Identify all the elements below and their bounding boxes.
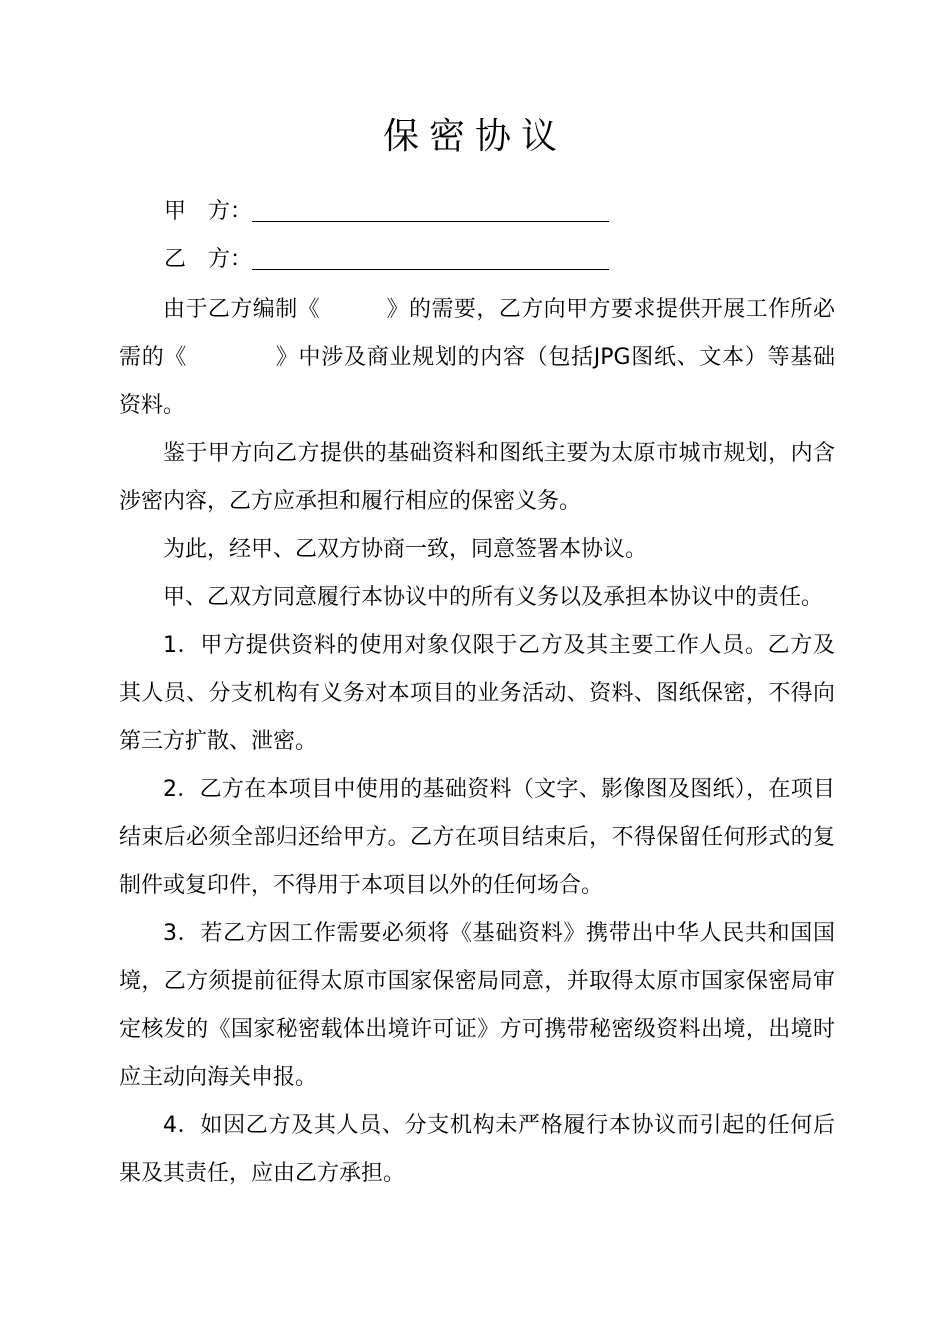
clause-1: 1．甲方提供资料的使用对象仅限于乙方及其主要工作人员。乙方及其人员、分支机构有义务对本项目的业务活动、资料、图纸保密，不得向第三方扩散、泄密。 bbox=[119, 633, 835, 754]
purpose-text-3: 》中涉及商业规划的内容（包括JPG图纸、文本）等基础资料。 bbox=[119, 345, 835, 418]
document-title: 保密协议 bbox=[382, 116, 567, 157]
paragraph-purpose bbox=[119, 286, 835, 430]
paragraph-agreement-consent: 为此，经甲、乙双方协商一致，同意签署本协议。 bbox=[163, 537, 648, 562]
purpose-text-1: 由于乙方编制《 bbox=[163, 297, 321, 322]
paragraph-confidentiality-basis: 鉴于甲方向乙方提供的基础资料和图纸主要为太原市城市规划，内含涉密内容，乙方应承担和履行相应的保密义务。 bbox=[119, 441, 835, 514]
agreement-body bbox=[119, 286, 835, 1198]
paragraph-obligations: 甲、乙双方同意履行本协议中的所有义务以及承担本协议中的责任。 bbox=[163, 585, 824, 610]
purpose-text-2: 》的需要，乙方向甲方要求提供开展工作所必需的《 bbox=[119, 297, 835, 370]
party-a-line bbox=[164, 194, 253, 230]
clause-2: 2．乙方在本项目中使用的基础资料（文字、影像图及图纸），在项目结束后必须全部归还给甲方。乙方在项目结束后，不得保留任何形式的复制件或复印件，不得用于本项目以外的任何场合。 bbox=[119, 777, 835, 898]
party-b-label: 乙 方： bbox=[164, 247, 253, 272]
party-a-label: 甲 方： bbox=[164, 199, 253, 224]
party-b-line bbox=[164, 242, 253, 278]
clause-4: 4．如因乙方及其人员、分支机构未严格履行本协议而引起的任何后果及其责任，应由乙方承担。 bbox=[119, 1113, 835, 1186]
party-a-blank bbox=[252, 221, 609, 222]
party-b-blank bbox=[252, 269, 609, 270]
clause-3: 3．若乙方因工作需要必须将《基础资料》携带出中华人民共和国国境，乙方须提前征得太原市国家保密局同意，并取得太原市国家保密局审定核发的《国家秘密载体出境许可证》方可携带秘密级资料出境，出境时应主动向海关申报。 bbox=[119, 921, 835, 1090]
